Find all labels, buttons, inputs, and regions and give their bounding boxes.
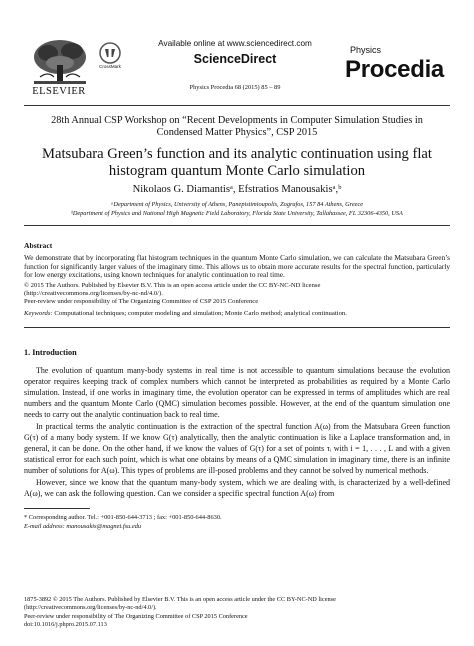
keywords-label: Keywords:	[24, 310, 53, 317]
journal-name-big: Procedia	[345, 56, 444, 83]
email-address[interactable]: E-mail address: manousakis@magnet.fsu.edu	[24, 523, 142, 530]
abstract-top-divider	[24, 225, 450, 226]
license-link[interactable]: (http://creativecommons.org/licenses/by-nc-nd/4.0/).	[24, 290, 163, 297]
copyright-peer-review: Peer-review under responsibility of The Organizing Committee of CSP 2015 Conference	[24, 612, 248, 620]
abstract-bottom-divider	[24, 327, 450, 328]
affiliation-a: ᵃDepartment of Physics, University of Athens, Panepistimioupolis, Zografos, 157 84 Athens, Greece	[110, 201, 364, 208]
footnote-divider	[24, 508, 90, 509]
workshop-line-1: 28th Annual CSP Workshop on “Recent Developments in Computer Simulation Studies in	[51, 115, 423, 126]
abstract-heading: Abstract	[24, 241, 53, 250]
peer-review-note: Peer-review under responsibility of The Organizing Committee of CSP 2015 Conference	[24, 298, 259, 305]
license-line-1: © 2015 The Authors. Published by Elsevier B.V. This is an open access article under the CC BY-NC-ND license	[24, 282, 321, 289]
journal-reference: Physics Procedia 68 (2015) 85 – 89	[189, 84, 281, 91]
crossmark-label: CrossMark	[99, 64, 121, 69]
intro-paragraph-3: However, since we know that the quantum many-body system, which we are dealing with, is characterized by a well-defined A(ω), we can ask the following question. Can we consider a specific spectral function A(ω) from	[24, 478, 450, 499]
paper-title	[24, 146, 450, 180]
section-heading-introduction: 1. Introduction	[24, 348, 77, 357]
keywords-text: Computational techniques; computer modeling and simulation; Monte Carlo method; analytical continuation.	[54, 310, 347, 317]
abstract-text: We demonstrate that by incorporating flat histogram techniques in the quantum Monte Carlo simulation, we can calculate the Matsubara Green’s function for significantly larger values of the imaginary time. This allows us to obtain more accurate results for the spectral function, particularly for low energy excitations, using known techniques for analytic continuation to real time.	[24, 253, 450, 280]
copyright-block	[24, 596, 450, 629]
corresponding-author: * Corresponding author. Tel.: +001-850-644-3713 ; fax: +001-850-644-8630.	[24, 514, 222, 521]
copyright-line-1: 1875-3892 © 2015 The Authors. Published by Elsevier B.V. This is an open access article under the CC BY-NC-ND license	[24, 596, 336, 603]
intro-paragraph-1: The evolution of quantum many-body systems in real time is not accessible to quantum simulations because the evolution operator requires keeping track of complex numbers which cannot be interpreted as probabilities as required by a Monte Carlo simulation. Instead, if one works in imaginary time, the evolution operator can be expressed in terms of amplitudes which are real numbers and the quantum Monte Carlo (QMC) simulation becomes possible. However, at the end of the quantum simulation one needs to carry out the analytic continuation back to real time.	[24, 366, 450, 420]
workshop-line-2: Condensed Matter Physics”, CSP 2015	[156, 127, 318, 139]
title-line-2: histogram quantum Monte Carlo simulation	[108, 162, 366, 179]
publisher-name: ELSEVIER	[32, 86, 86, 97]
journal-name-small: Physics	[350, 45, 382, 55]
intro-paragraph-2: In practical terms the analytic continuation is the extraction of the spectral function A(ω) from the Matsubara Green function G(τ) of a many body system. If we know G(τ) analytically, then the analytic continuation is like a Laplace transformation and, in general, it can be done. On the other hand, if we know the values of G(τ) for a set of points τᵢ with i = 1, . . . , L and with a given statistical error for each such point, which is what one obtains by means of a QMC simulation in imaginary time, there is an infinite number of solutions for A(ω). This types of problems are ill-posed problems and they cannot be solved by numerical methods.	[24, 422, 450, 476]
header-divider	[24, 105, 450, 106]
keywords	[24, 310, 450, 317]
affiliation-b: ᵇDepartment of Physics and National High Magnetic Field Laboratory, Florida State University, Tallahassee, FL 32306-4350, USA	[71, 210, 403, 217]
author-list: Nikolaos G. Diamantisᵃ, Efstratios Manousakisᵃ,ᵇ	[132, 184, 342, 195]
crossmark-icon[interactable]	[99, 42, 121, 64]
workshop-name	[24, 115, 450, 139]
available-online-text: Available online at www.sciencedirect.com	[158, 39, 312, 48]
sciencedirect-brand: ScienceDirect	[193, 52, 277, 66]
title-line-1: Matsubara Green’s function and its analytic continuation using flat	[42, 146, 432, 162]
copyright-license-link[interactable]: (http://creativecommons.org/licenses/by-nc-nd/4.0/).	[24, 604, 157, 612]
doi[interactable]: doi:10.1016/j.phpro.2015.07.113	[24, 620, 107, 628]
elsevier-tree-logo	[28, 37, 92, 89]
